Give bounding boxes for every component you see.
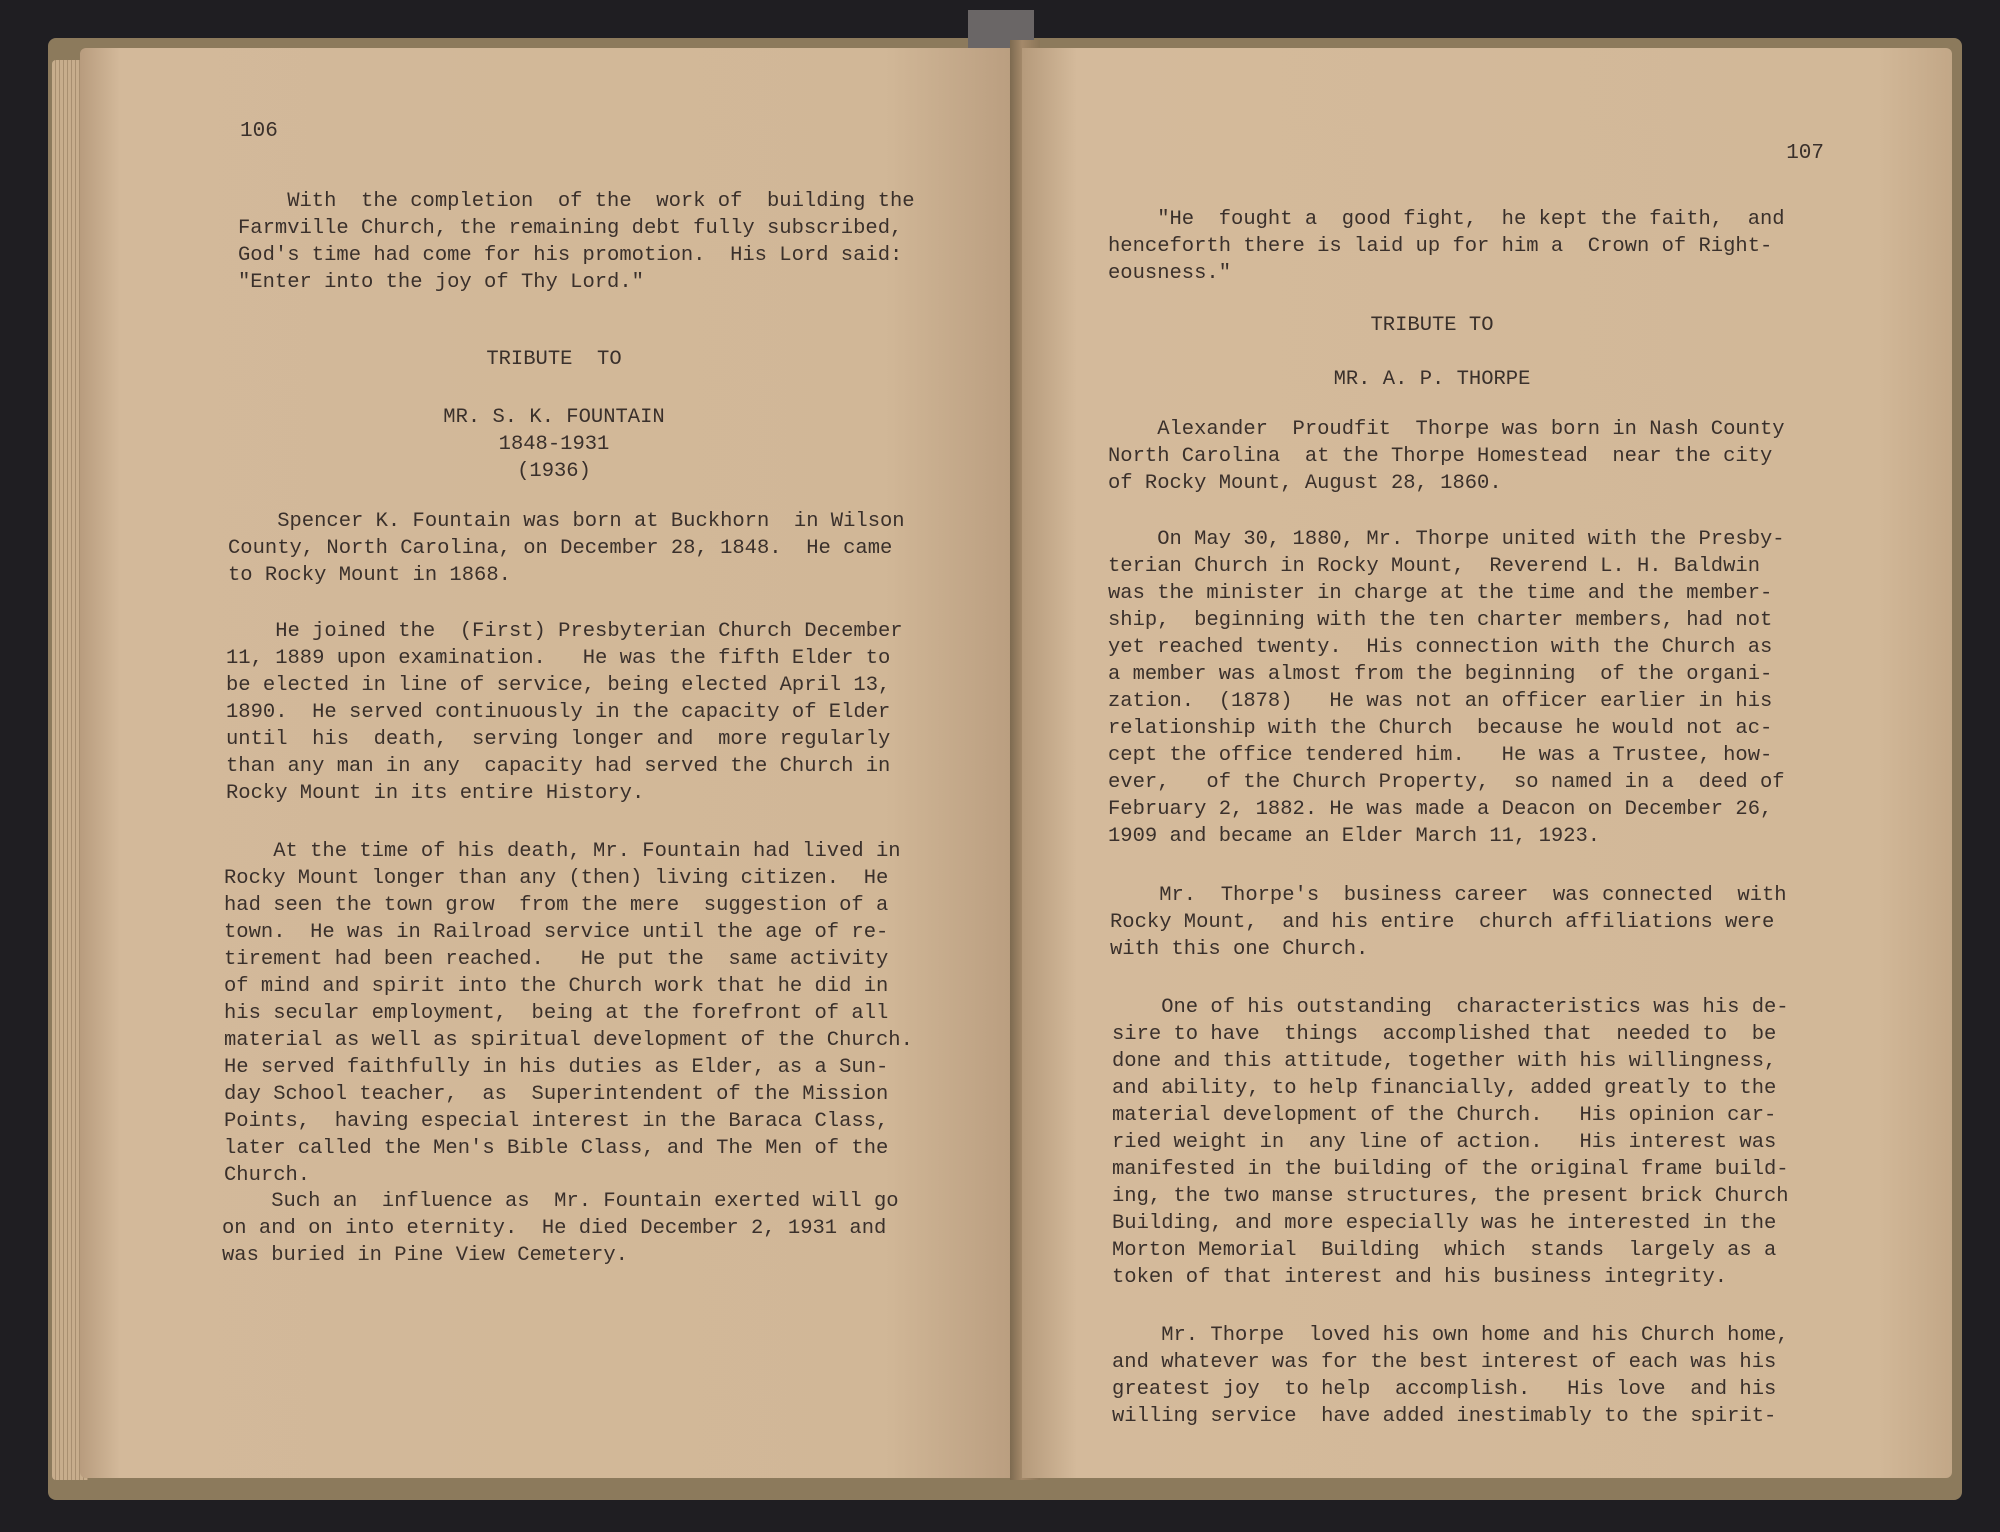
- text-line: On May 30, 1880, Mr. Thorpe united with the Presby-: [1108, 528, 1785, 551]
- text-line: At the time of his death, Mr. Fountain had lived in: [224, 840, 901, 863]
- text-line: zation. (1878) He was not an officer earlier in his: [1108, 690, 1773, 713]
- text-line: Rocky Mount, and his entire church affiliations were: [1110, 911, 1775, 934]
- left-paragraph-4: [222, 1188, 899, 1269]
- text-line: Building, and more especially was he interested in the: [1112, 1212, 1777, 1235]
- right-paragraph-2: [1108, 526, 1785, 850]
- text-line: Such an influence as Mr. Fountain exerted will go: [222, 1190, 899, 1213]
- text-line: with this one Church.: [1110, 938, 1369, 961]
- left-tribute-heading: TRIBUTE TO: [486, 348, 622, 371]
- text-line: 11, 1889 upon examination. He was the fifth Elder to: [226, 647, 891, 670]
- text-line: manifested in the building of the original frame build-: [1112, 1158, 1789, 1181]
- text-line: "Enter into the joy of Thy Lord.": [238, 271, 644, 294]
- text-line: Mr. Thorpe loved his own home and his Church home,: [1112, 1324, 1789, 1347]
- left-paragraph-2: [226, 618, 903, 807]
- left-page-number: 106: [240, 120, 278, 143]
- text-line: North Carolina at the Thorpe Homestead near the city: [1108, 445, 1773, 468]
- text-line: Farmville Church, the remaining debt fully subscribed,: [238, 217, 903, 240]
- text-line: of Rocky Mount, August 28, 1860.: [1108, 472, 1502, 495]
- text-line: One of his outstanding characteristics was his de-: [1112, 996, 1789, 1019]
- left-intro-paragraph: [238, 188, 915, 296]
- text-line: greatest joy to help accomplish. His love and his: [1112, 1378, 1777, 1401]
- text-line: Mr. Thorpe's business career was connected with: [1110, 884, 1787, 907]
- text-line: his secular employment, being at the forefront of all: [224, 1002, 889, 1025]
- right-paragraph-1: [1108, 416, 1785, 497]
- left-year-note: (1936): [517, 460, 591, 483]
- text-line: henceforth there is laid up for him a Crown of Right-: [1108, 235, 1773, 258]
- text-line: until his death, serving longer and more regularly: [226, 728, 891, 751]
- text-line: to Rocky Mount in 1868.: [228, 564, 511, 587]
- left-name-heading: MR. S. K. FOUNTAIN: [443, 406, 665, 429]
- text-line: cept the office tendered him. He was a Trustee, how-: [1108, 744, 1773, 767]
- text-line: Rocky Mount in its entire History.: [226, 782, 645, 805]
- right-paragraph-4: [1112, 994, 1789, 1291]
- text-line: With the completion of the work of building the: [238, 190, 915, 213]
- text-line: than any man in any capacity had served the Church in: [226, 755, 891, 778]
- text-line: done and this attitude, together with his willingness,: [1112, 1050, 1777, 1073]
- text-line: ried weight in any line of action. His interest was: [1112, 1131, 1777, 1154]
- text-line: later called the Men's Bible Class, and The Men of the: [224, 1137, 889, 1160]
- right-page-number: 107: [1786, 142, 1824, 165]
- text-line: was the minister in charge at the time and the member-: [1108, 582, 1773, 605]
- text-line: Church.: [224, 1164, 311, 1187]
- text-line: February 2, 1882. He was made a Deacon on December 26,: [1108, 798, 1773, 821]
- right-paragraph-5: [1112, 1322, 1789, 1430]
- text-line: 1909 and became an Elder March 11, 1923.: [1108, 825, 1601, 848]
- text-line: willing service have added inestimably to the spirit-: [1112, 1405, 1777, 1428]
- text-line: sire to have things accomplished that needed to be: [1112, 1023, 1777, 1046]
- left-years: 1848-1931: [498, 433, 610, 456]
- left-page: [80, 48, 1028, 1478]
- text-line: and ability, to help financially, added greatly to the: [1112, 1077, 1777, 1100]
- text-line: and whatever was for the best interest of each was his: [1112, 1351, 1777, 1374]
- left-paragraph-1: [228, 508, 905, 589]
- text-line: Points, having especial interest in the Baraca Class,: [224, 1110, 889, 1133]
- right-tribute-heading: TRIBUTE TO: [1370, 314, 1494, 337]
- text-line: material as well as spiritual development of the Church.: [224, 1029, 913, 1052]
- text-line: was buried in Pine View Cemetery.: [222, 1244, 628, 1267]
- text-line: tirement had been reached. He put the same activity: [224, 948, 889, 971]
- text-line: Rocky Mount longer than any (then) living citizen. He: [224, 867, 889, 890]
- text-line: token of that interest and his business integrity.: [1112, 1266, 1728, 1289]
- left-paragraph-3: [224, 838, 913, 1189]
- text-line: He joined the (First) Presbyterian Church December: [226, 620, 903, 643]
- text-line: relationship with the Church because he would not ac-: [1108, 717, 1773, 740]
- text-line: of mind and spirit into the Church work that he did in: [224, 975, 889, 998]
- text-line: material development of the Church. His opinion car-: [1112, 1104, 1777, 1127]
- text-line: terian Church in Rocky Mount, Reverend L. H. Baldwin: [1108, 555, 1761, 578]
- right-name-heading: MR. A. P. THORPE: [1333, 368, 1531, 391]
- right-quote-paragraph: [1108, 206, 1785, 287]
- text-line: ship, beginning with the ten charter members, had not: [1108, 609, 1773, 632]
- text-line: ing, the two manse structures, the present brick Church: [1112, 1185, 1789, 1208]
- text-line: Spencer K. Fountain was born at Buckhorn in Wilson: [228, 510, 905, 533]
- text-line: had seen the town grow from the mere suggestion of a: [224, 894, 889, 917]
- text-line: yet reached twenty. His connection with the Church as: [1108, 636, 1773, 659]
- text-line: day School teacher, as Superintendent of the Mission: [224, 1083, 889, 1106]
- text-line: He served faithfully in his duties as Elder, as a Sun-: [224, 1056, 889, 1079]
- text-line: 1890. He served continuously in the capacity of Elder: [226, 701, 891, 724]
- right-page: [1022, 48, 1952, 1478]
- text-line: ever, of the Church Property, so named in a deed of: [1108, 771, 1785, 794]
- right-paragraph-3: [1110, 882, 1787, 963]
- text-line: Alexander Proudfit Thorpe was born in Nash County: [1108, 418, 1785, 441]
- text-line: be elected in line of service, being elected April 13,: [226, 674, 891, 697]
- text-line: Morton Memorial Building which stands largely as a: [1112, 1239, 1777, 1262]
- text-line: a member was almost from the beginning of the organi-: [1108, 663, 1773, 686]
- text-line: on and on into eternity. He died December 2, 1931 and: [222, 1217, 887, 1240]
- text-line: eousness.": [1108, 262, 1232, 285]
- text-line: town. He was in Railroad service until the age of re-: [224, 921, 889, 944]
- text-line: God's time had come for his promotion. His Lord said:: [238, 244, 903, 267]
- text-line: "He fought a good fight, he kept the faith, and: [1108, 208, 1785, 231]
- text-line: County, North Carolina, on December 28, 1848. He came: [228, 537, 893, 560]
